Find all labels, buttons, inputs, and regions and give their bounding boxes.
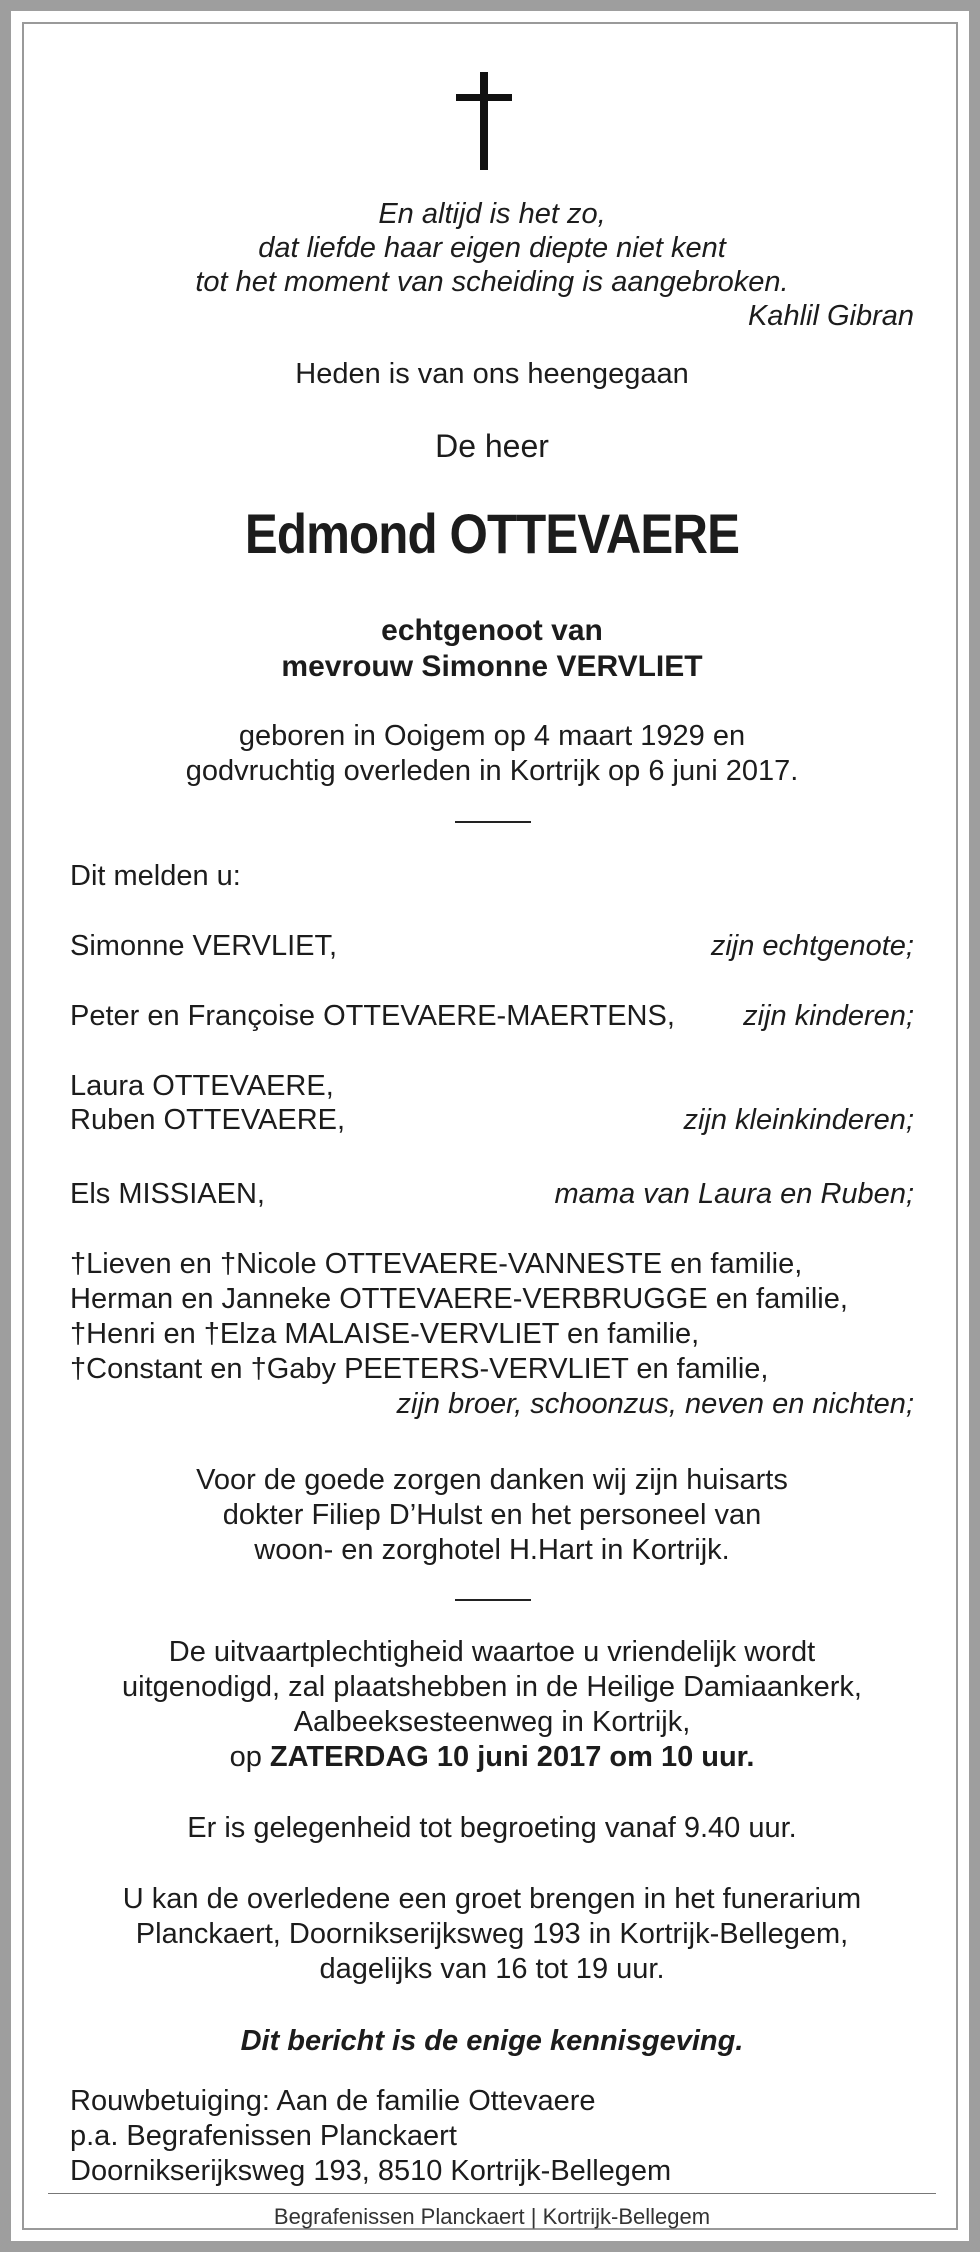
spouse-line-2: mevrouw Simonne VERVLIET bbox=[281, 650, 703, 683]
footer-text: Begrafenissen Planckaert | Kortrijk-Bellegem bbox=[273, 2204, 711, 2229]
family-relation-4: mama van Laura en Ruben; bbox=[554, 1178, 914, 1210]
extended-family-line-3: †Henri en †Elza MALAISE-VERVLIET en familie, bbox=[70, 1318, 700, 1350]
thanks-line-3: woon- en zorghotel H.Hart in Kortrijk. bbox=[254, 1534, 730, 1566]
thanks-line-2: dokter Filiep D’Hulst en het personeel van bbox=[222, 1499, 762, 1531]
deceased-name: Edmond OTTEVAERE bbox=[244, 502, 740, 565]
family-name-4: Els MISSIAEN, bbox=[70, 1178, 265, 1210]
condolence-line-2: p.a. Begrafenissen Planckaert bbox=[70, 2120, 457, 2152]
extended-family-line-1: †Lieven en †Nicole OTTEVAERE-VANNESTE en familie, bbox=[70, 1248, 803, 1280]
family-name-1: Simonne VERVLIET, bbox=[70, 930, 338, 962]
funeral-date: ZATERDAG 10 juni 2017 om 10 uur. bbox=[269, 1741, 755, 1773]
condolence-line-3: Doornikserijksweg 193, 8510 Kortrijk-Bellegem bbox=[70, 2155, 672, 2187]
extended-family-line-2: Herman en Janneke OTTEVAERE-VERBRUGGE en familie, bbox=[70, 1283, 848, 1315]
poem-line-3: tot het moment van scheiding is aangebroken. bbox=[195, 266, 789, 298]
footer-divider bbox=[48, 2193, 936, 2194]
funerarium-line-1: U kan de overledene een groet brengen in het funerarium bbox=[122, 1883, 862, 1915]
family-name-2: Peter en Françoise OTTEVAERE-MAERTENS, bbox=[70, 1000, 675, 1032]
condolence-line-1: Rouwbetuiging: Aan de familie Ottevaere bbox=[70, 2085, 596, 2117]
dates-line-1: geboren in Ooigem op 4 maart 1929 en bbox=[238, 720, 746, 752]
poem-line-2: dat liefde haar eigen diepte niet kent bbox=[258, 232, 726, 264]
family-name-3a: Laura OTTEVAERE, bbox=[70, 1070, 334, 1102]
dates-line-2: godvruchtig overleden in Kortrijk op 6 juni 2017. bbox=[185, 755, 799, 787]
greeting-text: Er is gelegenheid tot begroeting vanaf 9.40 uur. bbox=[187, 1812, 797, 1844]
notice-text: Dit bericht is de enige kennisgeving. bbox=[240, 2025, 744, 2057]
title-prefix: De heer bbox=[435, 428, 549, 464]
family-relation-1: zijn echtgenote; bbox=[710, 930, 914, 962]
obituary-frame bbox=[22, 22, 958, 2230]
spouse-line-1: echtgenoot van bbox=[381, 614, 603, 647]
funeral-line-3: Aalbeeksesteenweg in Kortrijk, bbox=[293, 1706, 691, 1738]
funeral-line-1: De uitvaartplechtigheid waartoe u vriendelijk wordt bbox=[168, 1636, 816, 1668]
poem-line-1: En altijd is het zo, bbox=[378, 198, 606, 230]
separator-line-2 bbox=[455, 1599, 531, 1601]
poem-author: Kahlil Gibran bbox=[747, 300, 914, 332]
extended-family-relation: zijn broer, schoonzus, neven en nichten; bbox=[396, 1388, 914, 1420]
funerarium-line-3: dagelijks van 16 tot 19 uur. bbox=[319, 1953, 665, 1985]
funeral-line-4 bbox=[24, 1743, 960, 1772]
funeral-line-2: uitgenodigd, zal plaatshebben in de Heilige Damiaankerk, bbox=[122, 1671, 862, 1703]
funerarium-line-2: Planckaert, Doornikserijksweg 193 in Kortrijk-Bellegem, bbox=[135, 1918, 849, 1950]
family-relation-3: zijn kleinkinderen; bbox=[683, 1104, 914, 1136]
intro-text: Heden is van ons heengegaan bbox=[295, 358, 689, 390]
obituary-card bbox=[11, 11, 969, 2241]
family-relation-2: zijn kinderen; bbox=[743, 1000, 914, 1032]
extended-family-line-4: †Constant en †Gaby PEETERS-VERVLIET en familie, bbox=[70, 1353, 769, 1385]
funeral-date-prefix: op bbox=[229, 1741, 262, 1773]
family-name-3b: Ruben OTTEVAERE, bbox=[70, 1104, 346, 1136]
announce-intro: Dit melden u: bbox=[70, 860, 241, 892]
thanks-line-1: Voor de goede zorgen danken wij zijn huisarts bbox=[196, 1464, 788, 1496]
separator-line bbox=[455, 821, 531, 823]
